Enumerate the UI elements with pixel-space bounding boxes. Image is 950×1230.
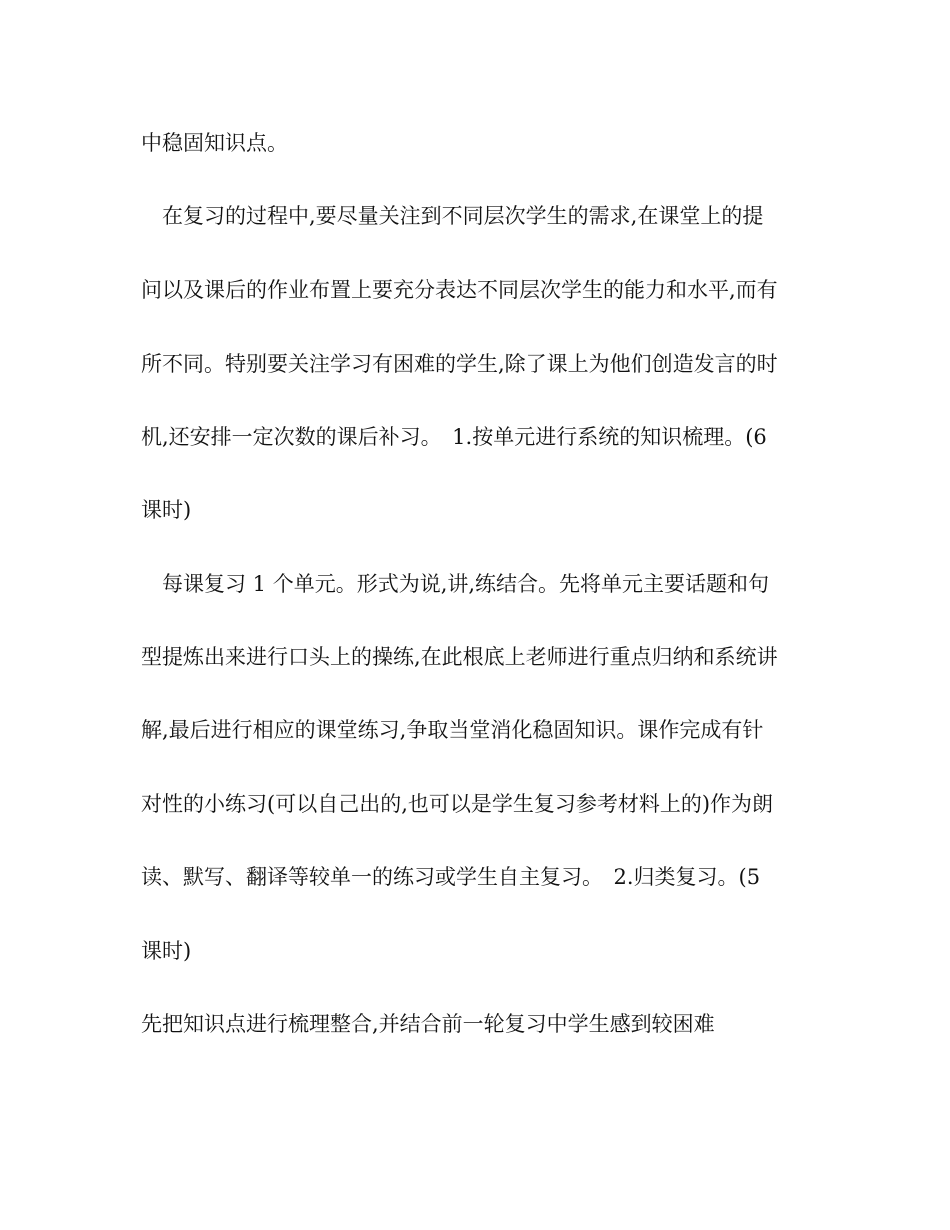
text-line: 在复习的过程中,要尽量关注到不同层次学生的需求,在课堂上的提 [141,204,764,228]
text-line: 课时) [141,498,192,522]
text-line: 读、默写、翻译等较单一的练习或学生自主复习。 2.归类复习。(5 [141,865,761,889]
text-line: 问以及课后的作业布置上要充分表达不同层次学生的能力和水平,而有 [141,278,778,302]
text-line: 对性的小练习(可以自己出的,也可以是学生复习参考材料上的)作为朗 [141,792,774,816]
text-line: 所不同。特别要关注学习有困难的学生,除了课上为他们创造发言的时 [141,352,778,376]
text-line: 每课复习 1 个单元。形式为说,讲,练结合。先将单元主要话题和句 [141,572,770,596]
text-line: 型提炼出来进行口头上的操练,在此根底上老师进行重点归纳和系统讲 [141,645,778,669]
text-line: 课时) [141,939,192,963]
text-line: 中稳固知识点。 [141,131,288,155]
text-line: 先把知识点进行梳理整合,并结合前一轮复习中学生感到较困难 [141,1012,715,1036]
text-line: 解,最后进行相应的课堂练习,争取当堂消化稳固知识。课作完成有针 [141,718,764,742]
text-line: 机,还安排一定次数的课后补习。 1.按单元进行系统的知识梳理。(6 [141,425,767,449]
